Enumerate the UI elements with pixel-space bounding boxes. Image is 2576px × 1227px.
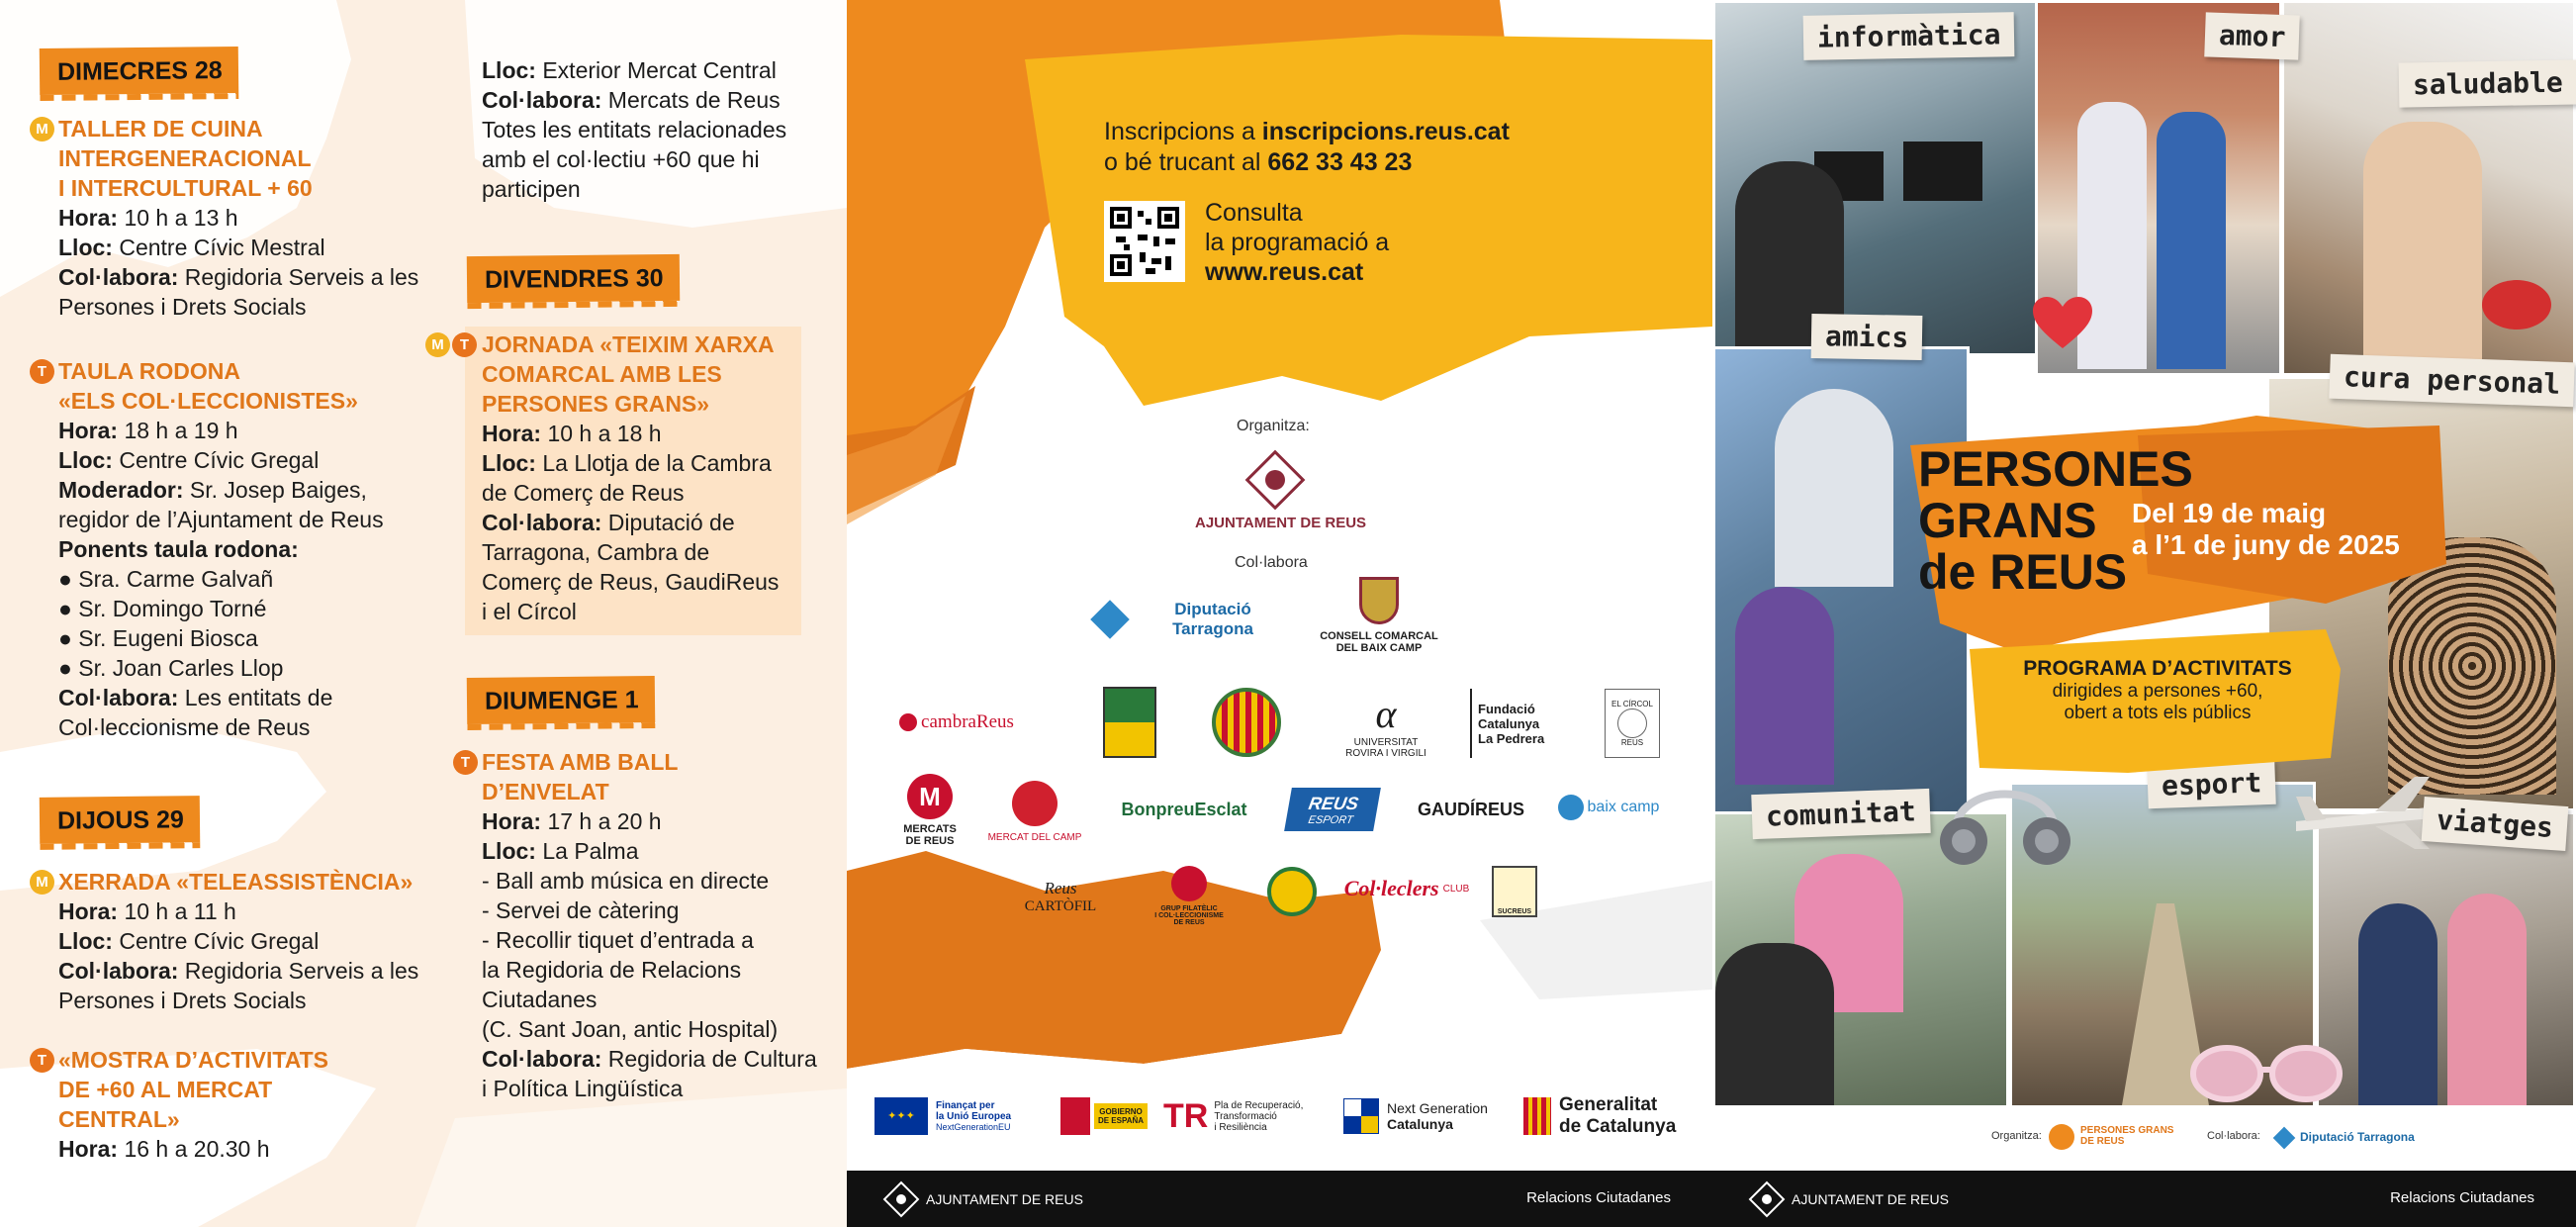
footer-brand: AJUNTAMENT DE REUS (888, 1186, 1083, 1212)
moderador-label: Moderador: (58, 477, 184, 503)
reus-esport-logo: REUS ESPORT (1284, 788, 1381, 831)
cambra-icon (899, 713, 917, 731)
inscripcions-link[interactable]: inscripcions.reus.cat (1261, 118, 1510, 145)
detail-item: - Recollir tiquet d’entrada a (482, 927, 754, 953)
event-mostra-continued (482, 55, 838, 204)
person-shape (1775, 389, 1893, 587)
baix-camp-icon (1558, 795, 1584, 820)
lloc-value: Exterior Mercat Central (535, 57, 777, 83)
circle-icon (1617, 708, 1647, 738)
programa-heading: PROGRAMA D’ACTIVITATS (2023, 657, 2292, 680)
collabora-value: amb el col·lectiu +60 que hi (482, 146, 760, 172)
detail-item: la Regidoria de Relacions (482, 957, 742, 983)
hora-value: 10 h a 18 h (541, 421, 662, 446)
tag-esport: esport (2147, 760, 2276, 808)
afternoon-badge: T (452, 332, 477, 357)
ponent-item: ● Sr. Domingo Torné (58, 596, 267, 621)
hora-value: 17 h a 20 h (541, 808, 662, 834)
sucreus-icon: SUCREUS (1492, 866, 1537, 917)
collabora-label: Col·labora: (58, 264, 179, 290)
filatelic-icon (1171, 866, 1207, 901)
collabora-label: Col·labora: (482, 510, 602, 535)
tag-cura-personal: cura personal (2329, 354, 2575, 408)
nextgen-catalunya-logo: Next Generation Catalunya (1343, 1092, 1502, 1140)
programa-box (1979, 657, 2336, 724)
eu-funding-logo: ✦✦✦ Finançat per la Unió Europea NextGenerationEU (874, 1092, 1033, 1140)
grup-filatelic-logo: GRUP FILATÈLIC I COL·LECCIONISME DE REUS (1140, 855, 1239, 936)
lloc-value: de Comerç de Reus (482, 480, 685, 506)
hora-label: Hora: (58, 1136, 119, 1162)
photo-cooking (2281, 0, 2576, 376)
footer-department: Relacions Ciutadanes (2390, 1189, 2534, 1206)
hora-value: 16 h a 20.30 h (118, 1136, 270, 1162)
sponsor-seal-logo (1207, 683, 1286, 762)
fundacio-pedrera-logo: Fundació Catalunya La Pedrera (1470, 689, 1569, 758)
person-shape (2157, 112, 2226, 369)
event-title: INTERGENERACIONAL (58, 145, 312, 171)
urv-icon: α (1375, 691, 1397, 736)
collabora-value: Mercats de Reus (601, 87, 781, 113)
lloc-label: Lloc: (482, 838, 536, 864)
day-header-wednesday: DIMECRES 28 (40, 47, 238, 95)
detail-item: - Ball amb música en directe (482, 868, 770, 894)
collabora-value: i Política Lingüística (482, 1076, 684, 1101)
event-xerrada (58, 867, 454, 1015)
ponent-item: ● Sra. Carme Galvañ (58, 566, 274, 592)
lloc-value: Centre Cívic Gregal (112, 447, 320, 473)
day-header-sunday: DIUMENGE 1 (467, 676, 655, 724)
detail-item: Ciutadanes (482, 987, 598, 1012)
event-title: D’ENVELAT (482, 779, 609, 804)
event-title: DE +60 AL MERCAT (58, 1077, 273, 1102)
tag-comunitat: comunitat (1751, 789, 1930, 839)
cover-panel (1712, 0, 2576, 1227)
event-taller-cuina (58, 114, 434, 322)
tag-viatges: viatges (2422, 797, 2569, 851)
collabora-label: Col·labora: (58, 685, 179, 710)
reus-cartofil-logo: Reus CARTÒFIL (1024, 878, 1097, 914)
afternoon-badge: T (453, 750, 478, 775)
footer-brand: AJUNTAMENT DE REUS (1754, 1186, 1949, 1212)
cover-dates (2132, 498, 2400, 561)
cover-title-line: de REUS (1918, 544, 2128, 600)
hora-label: Hora: (482, 808, 542, 834)
detail-item: (C. Sant Joan, antic Hospital) (482, 1016, 779, 1042)
ponent-item: ● Sr. Eugeni Biosca (58, 625, 258, 651)
event-title: PERSONES GRANS» (482, 391, 710, 417)
moderador-value: Sr. Josep Baiges, (183, 477, 367, 503)
seal-icon (1212, 688, 1281, 757)
cover-organitza-name: PERSONES GRANS DE REUS (2080, 1125, 2174, 1147)
lloc-label: Lloc: (482, 450, 536, 476)
mercats-reus-logo: M MERCATS DE REUS (890, 768, 969, 853)
bonpreu-logo: BonpreuEsclat (1121, 799, 1247, 819)
collabora-value: participen (482, 176, 581, 202)
lloc-label: Lloc: (58, 447, 113, 473)
generalitat-logo: Generalitat de Catalunya (1523, 1092, 1692, 1140)
crest-icon (1103, 687, 1156, 758)
collabora-label: Col·labora: (482, 87, 602, 113)
collabora-value: Comerç de Reus, GaudiReus (482, 569, 780, 595)
lloc-label: Lloc: (482, 57, 536, 83)
consulta-line: Consulta (1205, 199, 1303, 227)
inscription-info (1104, 117, 1658, 178)
day-header-friday: DIVENDRES 30 (467, 254, 680, 303)
collabora-label: Col·labora: (58, 958, 179, 984)
mercats-icon: M (907, 774, 953, 819)
cambra-reus-logo: cambraReus (892, 705, 1021, 740)
moderador-value: regidor de l’Ajuntament de Reus (58, 507, 384, 532)
pla-recuperacio-logo: TR Pla de Recuperació, Transformació i Resiliència (1163, 1096, 1304, 1135)
morning-badge: M (30, 870, 54, 895)
sponsor-shield-logo (1100, 683, 1159, 762)
collabora-value: Regidoria Serveis a les (178, 958, 419, 984)
collabora-label: Col·labora: (482, 1046, 602, 1072)
eu-flag-icon: ✦✦✦ (874, 1097, 928, 1135)
headphones-icon (1936, 762, 2074, 871)
info-panel (847, 0, 1712, 1227)
diputacio-icon (1090, 600, 1130, 639)
event-title: CENTRAL» (58, 1106, 180, 1132)
event-title: «ELS COL·LECCIONISTES» (58, 388, 358, 414)
tag-amics: amics (1811, 314, 1923, 360)
nextgen-icon (1343, 1098, 1379, 1134)
lloc-value: La Palma (535, 838, 639, 864)
programme-panel (0, 0, 847, 1227)
event-title: «MOSTRA D’ACTIVITATS (58, 1047, 329, 1073)
sponsor-round-logo (1252, 857, 1332, 926)
vegetables-shape (2482, 280, 2551, 330)
colleclers-logo: Col·leclers CLUB (1343, 876, 1470, 900)
morning-badge: M (30, 117, 54, 142)
mercat-del-camp-logo: MERCAT DEL CAMP (985, 772, 1084, 851)
tag-saludable: saludable (2399, 59, 2576, 107)
ponent-item: ● Sr. Joan Carles Llop (58, 655, 284, 681)
collabora-value: Diputació de (601, 510, 735, 535)
hora-value: 18 h a 19 h (118, 418, 238, 443)
ponents-label: Ponents taula rodona: (58, 536, 299, 562)
web-link[interactable]: www.reus.cat (1205, 258, 1364, 286)
footer-department: Relacions Ciutadanes (1526, 1189, 1671, 1206)
cover-dates-line: a l’1 de juny de 2025 (2132, 529, 2400, 560)
collabora-value: Les entitats de (178, 685, 333, 710)
consulta-line: la programació a (1205, 229, 1390, 256)
cover-title-line: GRANS (1918, 493, 2097, 548)
event-festa-ball (482, 747, 838, 1103)
sunglasses-icon (2187, 1039, 2346, 1108)
event-title: JORNADA «TEIXIM XARXA (482, 331, 775, 357)
hora-label: Hora: (58, 205, 119, 231)
persones-grans-icon (2049, 1124, 2074, 1150)
mercat-camp-icon (1012, 781, 1058, 826)
lloc-value: Centre Cívic Gregal (112, 928, 320, 954)
collabora-heading: Col·labora (1235, 554, 1308, 571)
event-jornada (482, 330, 818, 626)
tag-informatica: informàtica (1803, 12, 2015, 60)
collabora-value: Persones i Drets Socials (58, 294, 307, 320)
heart-icon (2033, 297, 2092, 352)
consell-comarcal-logo: CONSELL COMARCAL DEL BAIX CAMP (1320, 566, 1438, 665)
diputacio-logo: Diputació Tarragona (1096, 594, 1294, 645)
person-shape (1715, 943, 1834, 1108)
person-shape (2363, 122, 2482, 369)
organitza-label: Organitza: (1237, 418, 1310, 434)
diputacio-icon (2273, 1127, 2296, 1150)
qr-code-icon[interactable] (1104, 201, 1185, 282)
inscripcions-prefix: Inscripcions a (1104, 118, 1262, 145)
cover-dates-line: Del 19 de maig (2132, 498, 2327, 528)
programa-sub: dirigides a persones +60, (2052, 681, 2263, 702)
lloc-label: Lloc: (58, 235, 113, 260)
gobierno-espana-logo: GOBIERNO DE ESPAÑA (1055, 1092, 1153, 1140)
day-header-thursday: DIJOUS 29 (40, 796, 200, 844)
event-taula-rodona (58, 356, 454, 742)
lloc-value: Centre Cívic Mestral (112, 235, 325, 260)
shield-icon (1359, 577, 1399, 624)
cover-organitza-strip (1712, 1108, 2576, 1171)
event-title: XERRADA «TELEASSISTÈNCIA» (58, 869, 414, 895)
cover-collabora-name: Diputació Tarragona (2300, 1130, 2415, 1144)
sucreus-logo (1480, 857, 1549, 926)
footer-bar (847, 1171, 1712, 1227)
footer-bar (1712, 1171, 2576, 1227)
collabora-value: Col·leccionisme de Reus (58, 714, 311, 740)
baix-camp-logo: baix camp (1549, 786, 1668, 829)
person-shape (2447, 894, 2527, 1108)
el-circol-logo: EL CÍRCOL REUS (1605, 689, 1660, 758)
round-emblem-icon (1267, 867, 1317, 916)
event-title: TAULA RODONA (58, 358, 240, 384)
prtr-icon: TR (1163, 1096, 1209, 1135)
phone-number[interactable]: 662 33 43 23 (1267, 148, 1413, 176)
consulta-info (1205, 198, 1581, 287)
urv-logo: α UNIVERSITAT ROVIRA I VIRGILI (1345, 691, 1426, 759)
collabora-value: Persones i Drets Socials (58, 988, 307, 1013)
ajuntament-icon (1749, 1181, 1786, 1218)
spain-crest-icon (1060, 1097, 1090, 1135)
collabora-value: Tarragona, Cambra de (482, 539, 710, 565)
collabora-value: Regidoria de Cultura (601, 1046, 817, 1072)
person-shape (2358, 903, 2438, 1108)
gaudireus-logo: GAUDÍREUS (1417, 799, 1524, 819)
hora-value: 10 h a 11 h (118, 898, 236, 924)
cover-organitza-label: Organitza: (1991, 1130, 2042, 1142)
morning-badge: M (425, 332, 450, 357)
ajuntament-reus-logo-icon (1244, 449, 1306, 511)
person-shape (1735, 587, 1834, 785)
hora-label: Hora: (482, 421, 542, 446)
organitza-name: AJUNTAMENT DE REUS (1195, 515, 1367, 531)
afternoon-badge: T (30, 1048, 54, 1073)
collabora-value: Totes les entitats relacionades (482, 117, 787, 142)
event-title: I INTERCULTURAL + 60 (58, 175, 313, 201)
collabora-value: i el Círcol (482, 599, 577, 624)
event-title: FESTA AMB BALL (482, 749, 679, 775)
hora-value: 10 h a 13 h (118, 205, 238, 231)
phone-prefix: o bé trucant al (1104, 148, 1268, 176)
monitor-shape (1903, 142, 1982, 201)
ajuntament-icon (883, 1181, 920, 1218)
lloc-label: Lloc: (58, 928, 113, 954)
detail-item: - Servei de càtering (482, 897, 680, 923)
event-mostra (58, 1045, 454, 1164)
afternoon-badge: T (30, 359, 54, 384)
tag-amor: amor (2204, 12, 2300, 59)
cover-collabora-label: Col·labora: (2207, 1130, 2260, 1142)
cover-title-line: PERSONES (1918, 441, 2193, 497)
generalitat-icon (1523, 1097, 1551, 1135)
programa-sub: obert a tots els públics (2064, 703, 2252, 723)
collabora-value: Regidoria Serveis a les (178, 264, 419, 290)
event-title: TALLER DE CUINA (58, 116, 263, 142)
hora-label: Hora: (58, 898, 119, 924)
photo-travel (2316, 811, 2576, 1108)
hora-label: Hora: (58, 418, 119, 443)
lloc-value: La Llotja de la Cambra (535, 450, 772, 476)
event-title: COMARCAL AMB LES (482, 361, 722, 387)
